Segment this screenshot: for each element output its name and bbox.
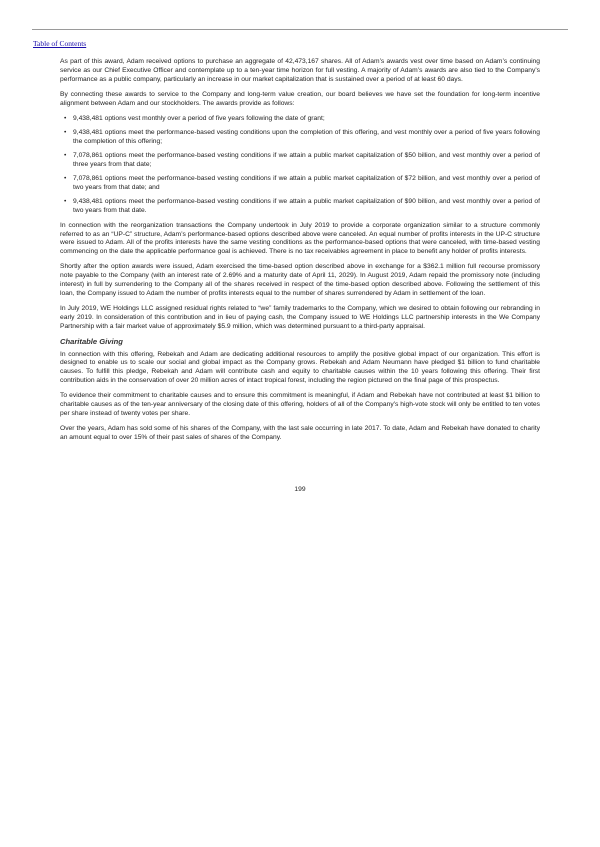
paragraph: To evidence their commitment to charitable causes and to ensure this commitment is meaningful, if Adam and Rebekah have not contributed at least $1 billion to charitable causes as of the ten-year anniversary of the closing date of this offering, holders of all of the Company’s high-vote stock will only be entitled to ten votes per share instead of twenty votes per share. <box>60 392 540 417</box>
list-item: • 9,438,481 options meet the performance-based vesting conditions if we attain a public market capitalization of $90 billion, and vest monthly over a period of two years from that date. <box>60 198 540 216</box>
paragraph: Over the years, Adam has sold some of his shares of the Company, with the last sale occurring in late 2017. To date, Adam and Rebekah have donated to charity an amount equal to over 15% of their past sales of shares of the Company. <box>60 424 540 441</box>
paragraph: Shortly after the option awards were issued, Adam exercised the time-based option described above in exchange for a $362.1 million full recourse promissory note payable to the Company (with an interest rate of 2.69% and a maturity date of April 11, 2029). In August 2019, Adam repaid the promissory note (including interest) in full by surrendering to the Company all of the shares received in respect of the time-based option described above. Following the settlement of this loan, the Company issued to Adam the number of profits interests equal to the number of shares surrendered by Adam in settlement of the loan. <box>60 263 540 297</box>
paragraph: In connection with the reorganization transactions the Company undertook in July 2019 to provide a corporate organization similar to a structure commonly referred to as an “UP-C” structure, Adam’s performance-based options described above were canceled. An equal number of profits interests in the UP-C structure were issued to Adam. All of the profits interests have the same vesting conditions as the performance-based options that were canceled, with time-based vesting commencing on the date the applicable performance goal is achieved. There is no tax receivables agreement in place to benefit any holder of profits interests. <box>60 221 540 256</box>
award-vesting-list <box>60 115 540 216</box>
paragraph: In connection with this offering, Rebekah and Adam are dedicating additional resources to amplify the positive global impact of our organization. This effort is designed to enable us to scale our social and global impact as the Company grows. Rebekah and Adam Neumann have pledged $1 billion to fund charitable causes. To fulfill this pledge, Rebekah and Adam will contribute cash and equity to charitable causes within the 10 years following this offering. Their first contribution aids in the conservation of over 20 million acres of intact tropical forest, including the region pictured on the final page of this prospectus. <box>60 350 540 385</box>
table-of-contents-link[interactable]: Table of Contents <box>33 39 87 48</box>
paragraph: As part of this award, Adam received options to purchase an aggregate of 42,473,167 shares. All of Adam’s awards vest over time based on Adam’s continuing service as our Chief Executive Officer and contemplate up to a ten-year time horizon for full vesting. A majority of Adam’s awards are also tied to the Company’s performance as a public company, particularly an increase in our market capitalization that is sustained over a period of at least 60 days. <box>60 58 540 83</box>
list-item: • 9,438,481 options meet the performance-based vesting conditions upon the completion of this offering, and vest monthly over a period of five years following the completion of this offering; <box>60 129 540 147</box>
header-rule <box>32 29 568 30</box>
list-item: • 7,078,861 options meet the performance-based vesting conditions if we attain a public market capitalization of $50 billion, and vest monthly over a period of three years from that date; <box>60 152 540 170</box>
page-number: 199 <box>294 486 306 493</box>
list-item: • 7,078,861 options meet the performance-based vesting conditions if we attain a public market capitalization of $72 billion, and vest monthly over a period of two years from that date; and <box>60 175 540 193</box>
list-item: • 9,438,481 options vest monthly over a period of five years following the date of grant; <box>60 115 540 124</box>
paragraph: In July 2019, WE Holdings LLC assigned residual rights related to “we” family trademarks to the Company, which we desired to obtain following our rebranding in early 2019. In consideration of this contribution and in lieu of paying cash, the Company issued to WE Holdings LLC partnership interests in the We Company Partnership with a fair market value of approximately $5.9 million, which was determined pursuant to a third-party appraisal. <box>60 305 540 330</box>
document-body <box>60 58 540 449</box>
section-heading: Charitable Giving <box>60 336 123 346</box>
paragraph: By connecting these awards to service to the Company and long-term value creation, our board believes we have set the foundation for long-term incentive alignment between Adam and our stockholders. The awards provide as follows: <box>60 90 540 107</box>
